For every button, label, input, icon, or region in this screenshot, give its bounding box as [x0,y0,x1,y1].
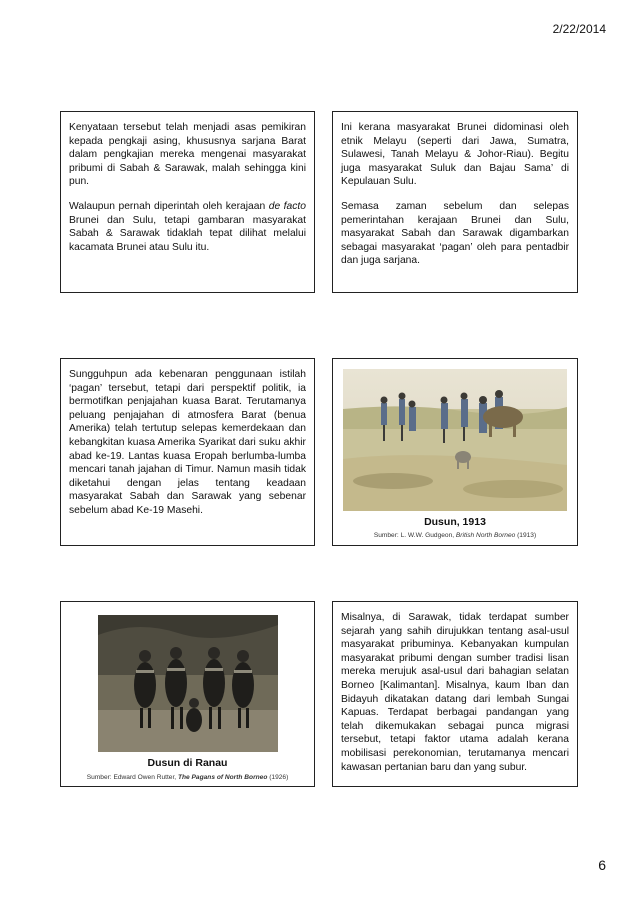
photo-dusun-women-image [98,615,278,752]
slide-3-text [61,359,314,518]
slide-2-paragraph-1: Ini kerana masyarakat Brunei didominasi oleh etnik Melayu (seperti dari Jawa, Sumatra, Sulawesi, Tanah Melayu & Johor-Riau). Begitu juga masyarakat Suluk dan Bajau Sama’ di Kepulauan Sulu. [341,122,569,188]
slide-1-paragraph-2: Walaupun pernah diperintah oleh kerajaan de facto Brunei dan Sulu, tetapi gambaran masyarakat Sabah & Sarawak tidaklah tepat dilihat melalui kacamata Brunei atau Sulu itu. [69,200,306,253]
slide-6 [332,601,578,787]
painting-dusun-group-image [343,369,567,511]
slide-4-caption: Dusun, 1913 [424,516,486,528]
slide-4 [332,358,578,546]
slide-2-text [333,112,577,268]
slide-5 [60,601,315,787]
slide-6-text [333,602,577,774]
page-date: 2/22/2014 [552,22,606,36]
slide-2-paragraph-2: Semasa zaman sebelum dan selepas pemerintahan kerajaan Brunei dan Sulu, masyarakat Sabah dan Sarawak digambarkan sebagai masyarakat ‘pagan’ oleh para pentadbir dan juga sarjana. [341,200,569,267]
slide-4-source: Sumber: L. W.W. Gudgeon, British North Borneo (1913) [373,532,537,539]
slide-2 [332,111,578,293]
slide-3 [60,358,315,546]
page-number: 6 [598,857,606,873]
slide-6-paragraph-1: Misalnya, di Sarawak, tidak terdapat sumber sejarah yang sahih dirujukkan tentang asal-usul masyarakat pribuminya. Kebanyakan kumpulan masyarakat pribumi dengan sumber tradisi lisan mereka merujuk asal-usul dari bahagian selatan Borneo [Kalimantan]. Misalnya, kaum Iban dan Bidayuh dikatakan datang dari lembah Sungai Kapuas. Terdapat berbagai pandangan yang telah dikemukakan sebagai punca migrasi tersebut, tetapi faktor utama adalah kerana mobilisasi perekonomian, terutamanya mencari kawasan pertanian baru dan yang subur. [341,612,569,773]
slide-1-paragraph-1: Kenyataan tersebut telah menjadi asas pemikiran kepada pengkaji asing, khususnya sarjana Barat dalam pengkajian mereka mengenai masyarakat pribumi di Sabah & Sarawak, malah sehingga kini pun. [69,122,306,188]
slide-5-source: Sumber: Edward Owen Rutter, The Pagans of North Borneo (1926) [86,774,289,781]
slide-3-paragraph-1: Sungguhpun ada kebenaran penggunaan istilah ‘pagan’ tersebut, tetapi dari perspektif politik, ia bermotifkan penjajahan kuasa Barat. Terutamanya peluang penjajahan di atmosfera Barat (benua Amerika) telah tertutup selepas kemerdekaan dan kebangkitan kuasa Amerika Syarikat dari suku akhir abad ke-19. Lantas kuasa Eropah berlumba-lumba mencari tanah jajahan di Timur. Namun masih tidak diketahui dengan jelas tentang keadaan masyarakat Sabah dan Sarawak yang sebenar sebelum abad Ke-19 Masehi. [69,369,306,516]
slide-1 [60,111,315,293]
slide-1-text [61,112,314,254]
slide-5-caption: Dusun di Ranau [147,757,228,769]
